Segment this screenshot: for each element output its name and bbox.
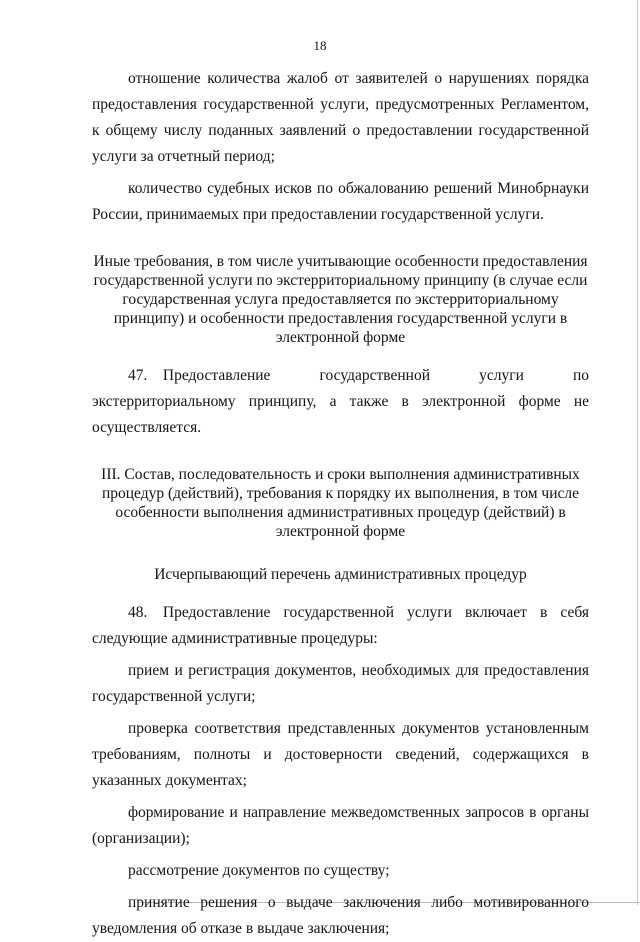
section-title: III. Состав, последовательность и сроки выполнения административных процедур (действий), требования к порядку их выполнения, в том числе особенности выполнения административных процедур (действий) в электронной форме (101, 466, 580, 540)
procedure-item: формирование и направление межведомственных запросов в органы (организации); (92, 804, 589, 847)
procedure-item: принятие решения о выдаче заключения либо мотивированного уведомления об отказе в выдаче заключения; (92, 894, 589, 937)
paragraph-court-claims: количество судебных исков по обжалованию решений Минобрнауки России, принимаемых при предоставлении государственной услуги. (92, 180, 589, 223)
page-edge-right (637, 0, 638, 905)
document-body (92, 66, 589, 942)
subheading-procedures: Исчерпывающий перечень административных процедур (154, 566, 527, 583)
procedure-item: проверка соответствия представленных документов установленным требованиям, полноты и достоверности сведений, содержащихся в указанных документах; (92, 720, 589, 789)
paragraph-complaints-ratio: отношение количества жалоб от заявителей о нарушениях порядка предоставления государственной услуги, предусмотренных Регламентом, к общему числу поданных заявлений о предоставлении государственной услуги за отчетный период; (92, 70, 589, 165)
item-48-intro: 48. Предоставление государственной услуги включает в себя следующие административные процедуры: (92, 604, 589, 647)
procedure-item: прием и регистрация документов, необходимых для предоставления государственной услуги; (92, 662, 589, 705)
procedure-item: рассмотрение документов по существу; (128, 862, 390, 879)
page-number: 18 (313, 38, 327, 53)
heading-other-requirements: Иные требования, в том числе учитывающие особенности предоставления государственной услуги по экстерриториальному принципу (в случае если государственная услуга предоставляется по экстерриториальному принципу) и особенности предоставления государственной услуги в электронной форме (93, 253, 588, 346)
item-47: 47. Предоставление государственной услуги по экстерриториальному принципу, а также в электронной форме не осуществляется. (92, 367, 589, 436)
